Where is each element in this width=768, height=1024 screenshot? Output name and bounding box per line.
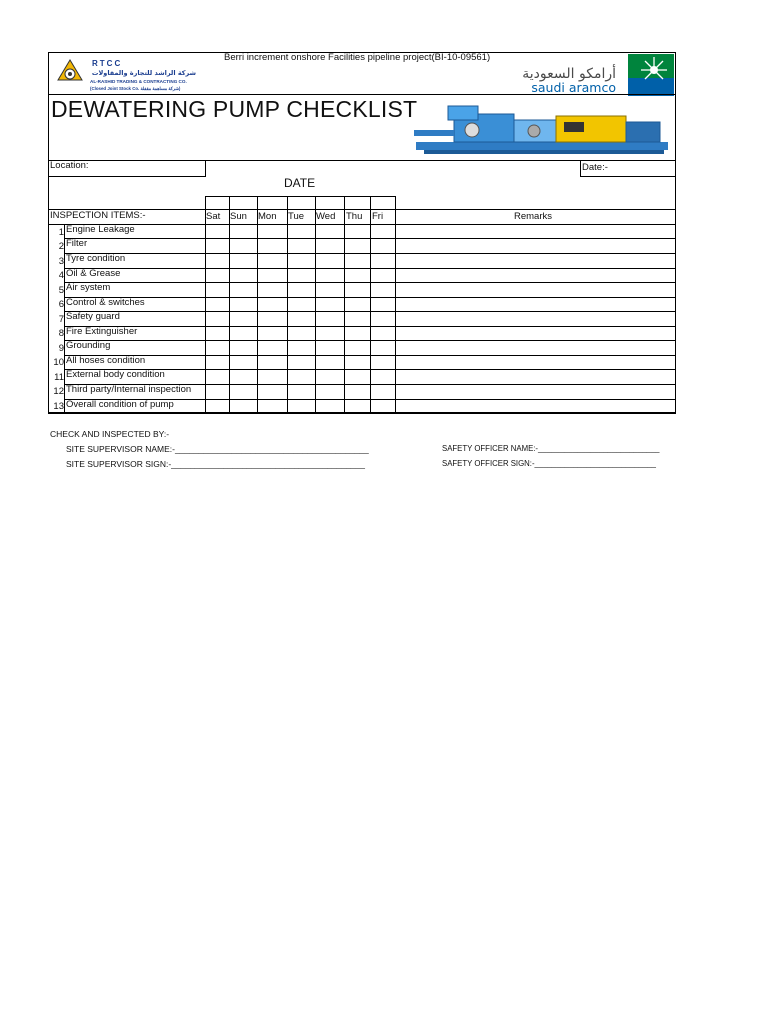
day-check-cell[interactable] (316, 225, 344, 238)
day-check-cell[interactable] (371, 269, 395, 282)
day-check-cell[interactable] (288, 283, 315, 297)
rtcc-sub: (Closed Joint Stock Co. شركة مساهمة مقفلة) (90, 86, 181, 91)
safety-name-line[interactable]: SAFETY OFFICER NAME:-____________________________ (442, 444, 660, 453)
item-label: Third party/Internal inspection (66, 384, 192, 395)
remarks-cell[interactable] (396, 327, 675, 340)
day-check-cell[interactable] (288, 400, 315, 413)
day-check-cell[interactable] (345, 385, 370, 399)
item-label: Air system (66, 282, 111, 293)
day-check-cell[interactable] (258, 298, 287, 311)
grid-line (48, 209, 676, 210)
remarks-cell[interactable] (396, 283, 675, 297)
day-check-cell[interactable] (345, 298, 370, 311)
day-check-cell[interactable] (258, 283, 287, 297)
item-label: Filter (66, 238, 88, 249)
item-label: Engine Leakage (66, 224, 135, 235)
day-check-cell[interactable] (288, 225, 315, 238)
day-check-cell[interactable] (288, 356, 315, 369)
day-header-wed: Wed (316, 211, 336, 222)
remarks-cell[interactable] (396, 385, 675, 399)
day-check-cell[interactable] (371, 341, 395, 355)
day-check-cell[interactable] (206, 385, 229, 399)
day-check-cell[interactable] (316, 269, 344, 282)
grid-line (48, 413, 676, 414)
item-number: 12 (53, 386, 64, 397)
day-check-cell[interactable] (345, 341, 370, 355)
page-title: DEWATERING PUMP CHECKLIST (51, 96, 418, 122)
day-check-cell[interactable] (288, 312, 315, 326)
day-check-cell[interactable] (206, 312, 229, 326)
day-check-cell[interactable] (345, 370, 370, 384)
day-header-sat: Sat (206, 211, 221, 222)
day-check-cell[interactable] (206, 341, 229, 355)
inspection-items-header: INSPECTION ITEMS:- (50, 210, 146, 221)
day-check-cell[interactable] (371, 298, 395, 311)
day-check-cell[interactable] (206, 269, 229, 282)
day-check-cell[interactable] (371, 327, 395, 340)
day-check-cell[interactable] (316, 341, 344, 355)
day-header-fri: Fri (372, 211, 384, 222)
item-label: Overall condition of pump (66, 399, 174, 410)
location-label: Location: (50, 160, 89, 171)
day-check-cell[interactable] (288, 298, 315, 311)
day-check-cell[interactable] (316, 356, 344, 369)
day-check-cell[interactable] (345, 356, 370, 369)
day-check-cell[interactable] (206, 400, 229, 413)
remarks-cell[interactable] (396, 298, 675, 311)
remarks-cell[interactable] (396, 269, 675, 282)
item-label: Fire Extinguisher (66, 326, 138, 337)
day-check-cell[interactable] (316, 239, 344, 253)
project-name: Berri increment onshore Facilities pipeline project(BI-10-09561) (224, 52, 491, 63)
day-check-cell[interactable] (258, 239, 287, 253)
day-check-cell[interactable] (230, 400, 257, 413)
day-check-cell[interactable] (316, 283, 344, 297)
day-check-cell[interactable] (288, 239, 315, 253)
day-header-thu: Thu (346, 211, 363, 222)
day-check-cell[interactable] (230, 283, 257, 297)
item-label: External body condition (66, 369, 165, 380)
day-check-cell[interactable] (345, 283, 370, 297)
day-check-cell[interactable] (288, 385, 315, 399)
supervisor-name-line[interactable]: SITE SUPERVISOR NAME:-_________________________________________ (66, 444, 369, 454)
grid-line (48, 224, 64, 225)
item-number: 7 (58, 314, 64, 325)
day-check-cell[interactable] (258, 269, 287, 282)
remarks-cell[interactable] (396, 341, 675, 355)
item-number: 6 (58, 299, 64, 310)
pump-image (414, 100, 670, 158)
remarks-cell[interactable] (396, 225, 675, 238)
day-check-cell[interactable] (230, 269, 257, 282)
rtcc-arabic: شركة الراشد للتجارة والمقاولات (91, 69, 196, 77)
item-number: 13 (53, 401, 64, 412)
item-number: 5 (58, 285, 64, 296)
day-check-cell[interactable] (258, 370, 287, 384)
date-field[interactable] (615, 161, 675, 176)
day-check-cell[interactable] (230, 385, 257, 399)
day-check-cell[interactable] (288, 269, 315, 282)
day-check-cell[interactable] (206, 239, 229, 253)
day-check-cell[interactable] (371, 225, 395, 238)
day-check-cell[interactable] (316, 327, 344, 340)
remarks-cell[interactable] (396, 254, 675, 268)
day-check-cell[interactable] (230, 356, 257, 369)
day-check-cell[interactable] (288, 370, 315, 384)
day-check-cell[interactable] (288, 341, 315, 355)
item-number: 2 (58, 241, 64, 252)
day-check-cell[interactable] (371, 385, 395, 399)
day-check-cell[interactable] (206, 225, 229, 238)
day-check-cell[interactable] (371, 400, 395, 413)
day-check-cell[interactable] (316, 385, 344, 399)
item-number: 11 (54, 372, 64, 383)
grid-line (64, 224, 65, 413)
day-check-cell[interactable] (345, 400, 370, 413)
date-header: DATE (284, 176, 316, 190)
day-check-cell[interactable] (230, 239, 257, 253)
day-check-cell[interactable] (230, 370, 257, 384)
day-check-cell[interactable] (206, 254, 229, 268)
day-check-cell[interactable] (258, 385, 287, 399)
day-check-cell[interactable] (230, 312, 257, 326)
remarks-cell[interactable] (396, 239, 675, 253)
aramco-logo (512, 54, 676, 96)
item-number: 8 (58, 328, 64, 339)
day-check-cell[interactable] (230, 341, 257, 355)
day-check-cell[interactable] (316, 254, 344, 268)
day-check-cell[interactable] (288, 254, 315, 268)
day-check-cell[interactable] (371, 370, 395, 384)
day-check-cell[interactable] (371, 254, 395, 268)
item-label: Oil & Grease (66, 268, 121, 279)
day-check-cell[interactable] (206, 283, 229, 297)
checked-by-label: CHECK AND INSPECTED BY:- (50, 429, 170, 439)
item-label: Safety guard (66, 311, 120, 322)
day-check-cell[interactable] (345, 239, 370, 253)
remarks-header: Remarks (514, 211, 553, 222)
day-check-cell[interactable] (371, 239, 395, 253)
day-check-cell[interactable] (371, 283, 395, 297)
day-check-cell[interactable] (345, 327, 370, 340)
item-label: Grounding (66, 340, 111, 351)
day-check-cell[interactable] (206, 298, 229, 311)
day-check-cell[interactable] (371, 312, 395, 326)
day-check-cell[interactable] (230, 298, 257, 311)
item-label: Control & switches (66, 297, 145, 308)
day-check-cell[interactable] (206, 356, 229, 369)
rtcc-english: AL-RASHID TRADING & CONTRACTING CO. (90, 79, 187, 84)
day-check-cell[interactable] (206, 327, 229, 340)
remarks-cell[interactable] (396, 356, 675, 369)
day-check-cell[interactable] (288, 327, 315, 340)
day-check-cell[interactable] (258, 327, 287, 340)
day-check-cell[interactable] (206, 370, 229, 384)
day-check-cell[interactable] (258, 225, 287, 238)
day-check-cell[interactable] (345, 225, 370, 238)
day-check-cell[interactable] (316, 400, 344, 413)
day-check-cell[interactable] (258, 356, 287, 369)
day-check-cell[interactable] (230, 225, 257, 238)
item-label: All hoses condition (66, 355, 146, 366)
date-label: Date:- (582, 162, 608, 173)
day-check-cell[interactable] (345, 269, 370, 282)
day-check-cell[interactable] (258, 254, 287, 268)
grid-line (205, 196, 395, 197)
day-header-tue: Tue (288, 211, 305, 222)
item-number: 3 (58, 256, 64, 267)
day-check-cell[interactable] (230, 327, 257, 340)
item-number: 10 (53, 357, 64, 368)
day-check-cell[interactable] (258, 341, 287, 355)
aramco-arabic: أرامكو السعودية (522, 66, 616, 82)
day-check-cell[interactable] (316, 370, 344, 384)
day-check-cell[interactable] (230, 254, 257, 268)
remarks-cell[interactable] (396, 400, 675, 413)
remarks-cell[interactable] (396, 370, 675, 384)
day-check-cell[interactable] (345, 312, 370, 326)
safety-sign-line[interactable]: SAFETY OFFICER SIGN:-____________________________ (442, 459, 656, 468)
day-check-cell[interactable] (316, 312, 344, 326)
supervisor-sign-line[interactable]: SITE SUPERVISOR SIGN:-_________________________________________ (66, 459, 365, 469)
day-header-mon: Mon (258, 211, 277, 222)
day-check-cell[interactable] (258, 312, 287, 326)
remarks-cell[interactable] (396, 312, 675, 326)
day-check-cell[interactable] (345, 254, 370, 268)
item-number: 4 (58, 270, 64, 281)
day-header-sun: Sun (230, 211, 247, 222)
location-field[interactable] (206, 161, 579, 176)
item-label: Tyre condition (66, 253, 126, 264)
day-check-cell[interactable] (316, 298, 344, 311)
item-number: 9 (58, 343, 64, 354)
day-check-cell[interactable] (371, 356, 395, 369)
rtcc-logo (54, 56, 204, 92)
day-check-cell[interactable] (258, 400, 287, 413)
item-number: 1 (58, 227, 64, 238)
rtcc-abbrev: RTCC (92, 59, 123, 68)
aramco-english: saudi aramco (531, 80, 616, 95)
